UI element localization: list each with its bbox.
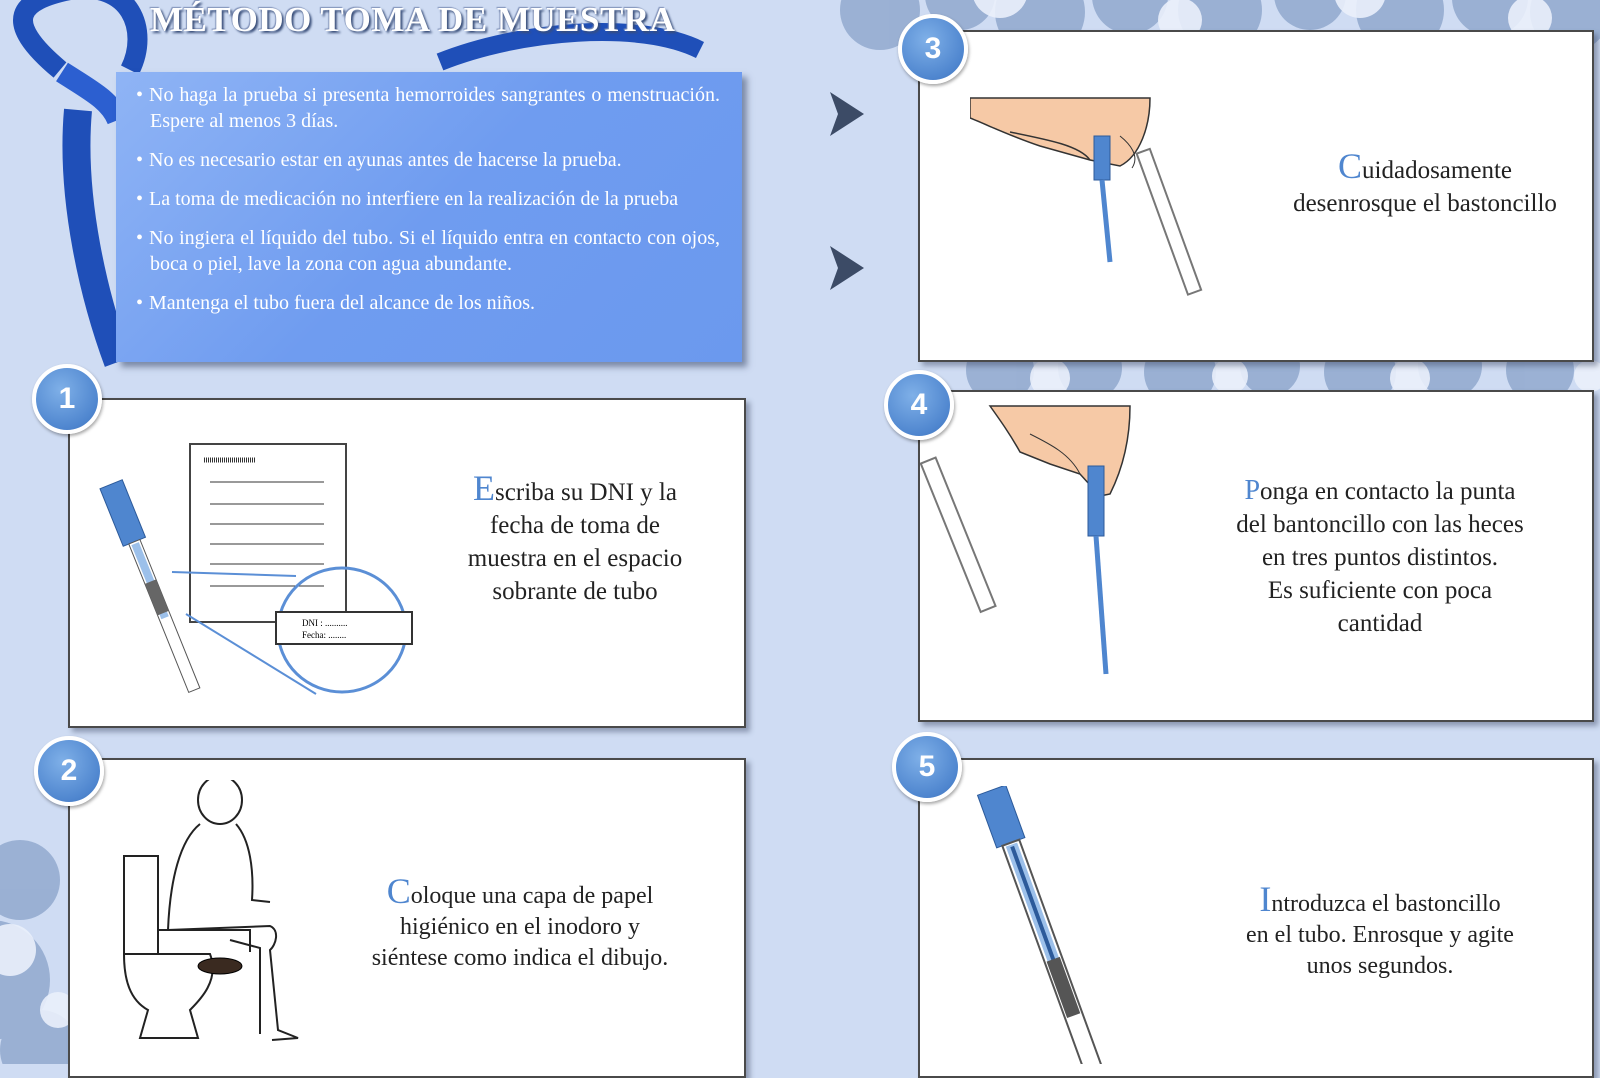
- instruction-line: scriba su DNI y la: [495, 479, 677, 506]
- step-2-instructions: [340, 871, 700, 974]
- warning-item: • No haga la prueba si presenta hemorroides sangrantes o menstruación. Espere al menos 3 días.: [136, 82, 720, 134]
- step-number-badge: 1: [32, 364, 102, 434]
- instruction-line: del bantoncillo con las heces: [1236, 511, 1524, 538]
- instruction-line: fecha de toma de: [489, 512, 661, 539]
- initial-letter: C: [386, 871, 411, 911]
- step-1-instructions: [430, 468, 720, 608]
- instruction-line: sobrante de tubo: [492, 578, 658, 605]
- warning-item: • No es necesario estar en ayunas antes de hacerse la prueba.: [136, 147, 720, 173]
- label-dni: DNI : ..........: [302, 618, 348, 628]
- instruction-line: uidadosamente: [1362, 157, 1512, 184]
- instruction-line: desenrosque el bastoncillo: [1293, 190, 1557, 217]
- hand-sampling-illustration: [920, 404, 1150, 684]
- step-number-badge: 3: [898, 14, 968, 84]
- tube-and-label-illustration: [96, 434, 426, 714]
- step-number-badge: 5: [892, 732, 962, 802]
- instruction-line: Es suficiente con poca: [1267, 577, 1493, 604]
- warning-item: • La toma de medicación no interfiere en la realización de la prueba: [136, 186, 720, 212]
- warning-item: • No ingiera el líquido del tubo. Si el líquido entra en contacto con ojos, boca o piel, lave la zona con agua abundante.: [136, 225, 720, 277]
- initial-letter: P: [1244, 475, 1261, 506]
- instruction-line: siéntese como indica el dibujo.: [371, 945, 669, 971]
- step-3-instructions: [1270, 146, 1580, 220]
- instruction-line: oloque una capa de papel: [410, 883, 654, 909]
- arrow-right-icon: [830, 92, 864, 136]
- instruction-line: en el tubo. Enrosque y agite: [1246, 922, 1514, 948]
- instruction-line: unos segundos.: [1306, 953, 1454, 979]
- initial-letter: I: [1259, 879, 1272, 919]
- step-4-instructions: [1190, 474, 1570, 640]
- warning-item: • Mantenga el tubo fuera del alcance de los niños.: [136, 290, 720, 316]
- instruction-line: higiénico en el inodoro y: [400, 914, 640, 940]
- step-number-badge: 2: [34, 736, 104, 806]
- initial-letter: E: [473, 468, 496, 508]
- instruction-line: ntroduzca el bastoncillo: [1271, 891, 1501, 917]
- step-5-instructions: [1200, 879, 1560, 982]
- person-on-toilet-illustration: [120, 780, 320, 1050]
- hand-unscrewing-illustration: [970, 96, 1230, 306]
- tube-insertion-illustration: [970, 786, 1140, 1064]
- instruction-line: en tres puntos distintos.: [1261, 544, 1499, 571]
- instruction-line: muestra en el espacio: [467, 545, 683, 572]
- arrow-right-icon: [830, 246, 864, 290]
- initial-letter: C: [1338, 146, 1363, 186]
- instruction-line: onga en contacto la punta: [1260, 478, 1516, 505]
- page-title: MÉTODO TOMA DE MUESTRA: [150, 0, 676, 39]
- step-number-badge: 4: [884, 370, 954, 440]
- instruction-line: cantidad: [1337, 610, 1423, 637]
- warnings-box: [116, 72, 742, 362]
- label-fecha: Fecha: ........: [302, 630, 347, 640]
